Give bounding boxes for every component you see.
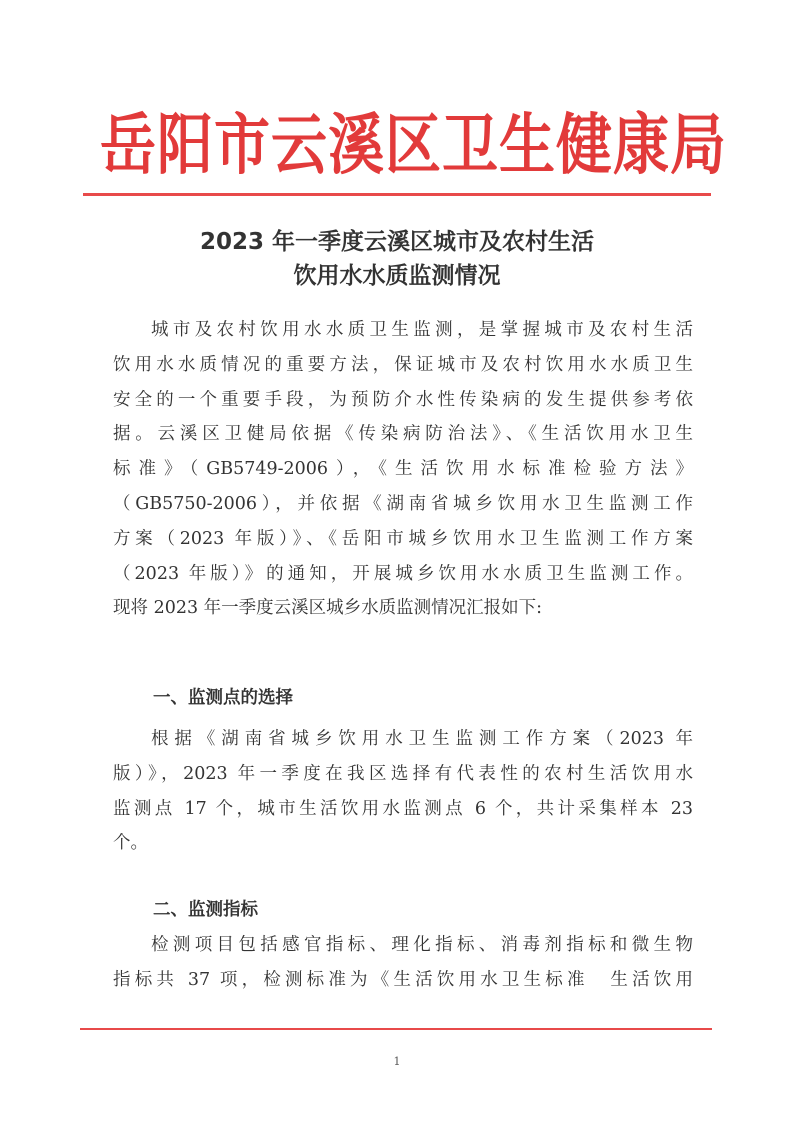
section2-paragraph [113,928,693,998]
text-line: 检测项目包括感官指标、理化指标、消毒剂指标和微生物 [151,935,693,955]
section-heading-2: 二、监测指标 [153,900,258,920]
text-line: 饮用水水质情况的重要方法，保证城市及农村饮用水水质卫生 [113,354,693,375]
text-line: 监测点 17 个，城市生活饮用水监测点 6 个，共计采集样本 23 [113,798,693,819]
text-line: 根据《湖南省城乡饮用水卫生监测工作方案（2023 年 [151,729,693,749]
section-heading-1: 一、监测点的选择 [153,688,293,708]
text-line: 指标共 37 项，检测标准为《生活饮用水卫生标准 生活饮用 [113,969,693,990]
org-letterhead: 岳阳市云溪区卫生健康局 [100,106,727,184]
text-line: 方案（2023 年版）》、《岳阳市城乡饮用水卫生监测工作方案 [113,528,693,549]
text-line: 版）》，2023 年一季度在我区选择有代表性的农村生活饮用水 [113,763,693,784]
text-line: 个。 [113,833,148,854]
text-line: 标准》（GB5749-2006），《生活饮用水标准检验方法》 [113,459,693,480]
text-line: 安全的一个重要手段，为预防介水性传染病的发生提供参考依 [113,389,693,410]
text-line: （2023 年版）》的通知，开展城乡饮用水水质卫生监测工作。 [113,563,693,584]
document-title-line2: 饮用水水质监测情况 [293,263,501,289]
document-title-line1: 2023 年一季度云溪区城市及农村生活 [199,229,595,255]
text-line: 据。云溪区卫健局依据《传染病防治法》、《生活饮用水卫生 [113,424,693,445]
footer-divider [80,1028,712,1030]
text-line: 城市及农村饮用水水质卫生监测，是掌握城市及农村生活 [151,320,693,340]
text-line: 现将 2023 年一季度云溪区城乡水质监测情况汇报如下: [113,598,543,619]
intro-paragraph [113,313,693,626]
section1-paragraph [113,722,693,861]
text-line: （GB5750-2006），并依据《湖南省城乡饮用水卫生监测工作 [113,493,693,514]
page-number: 1 [393,1055,401,1068]
letterhead-divider [83,193,711,196]
